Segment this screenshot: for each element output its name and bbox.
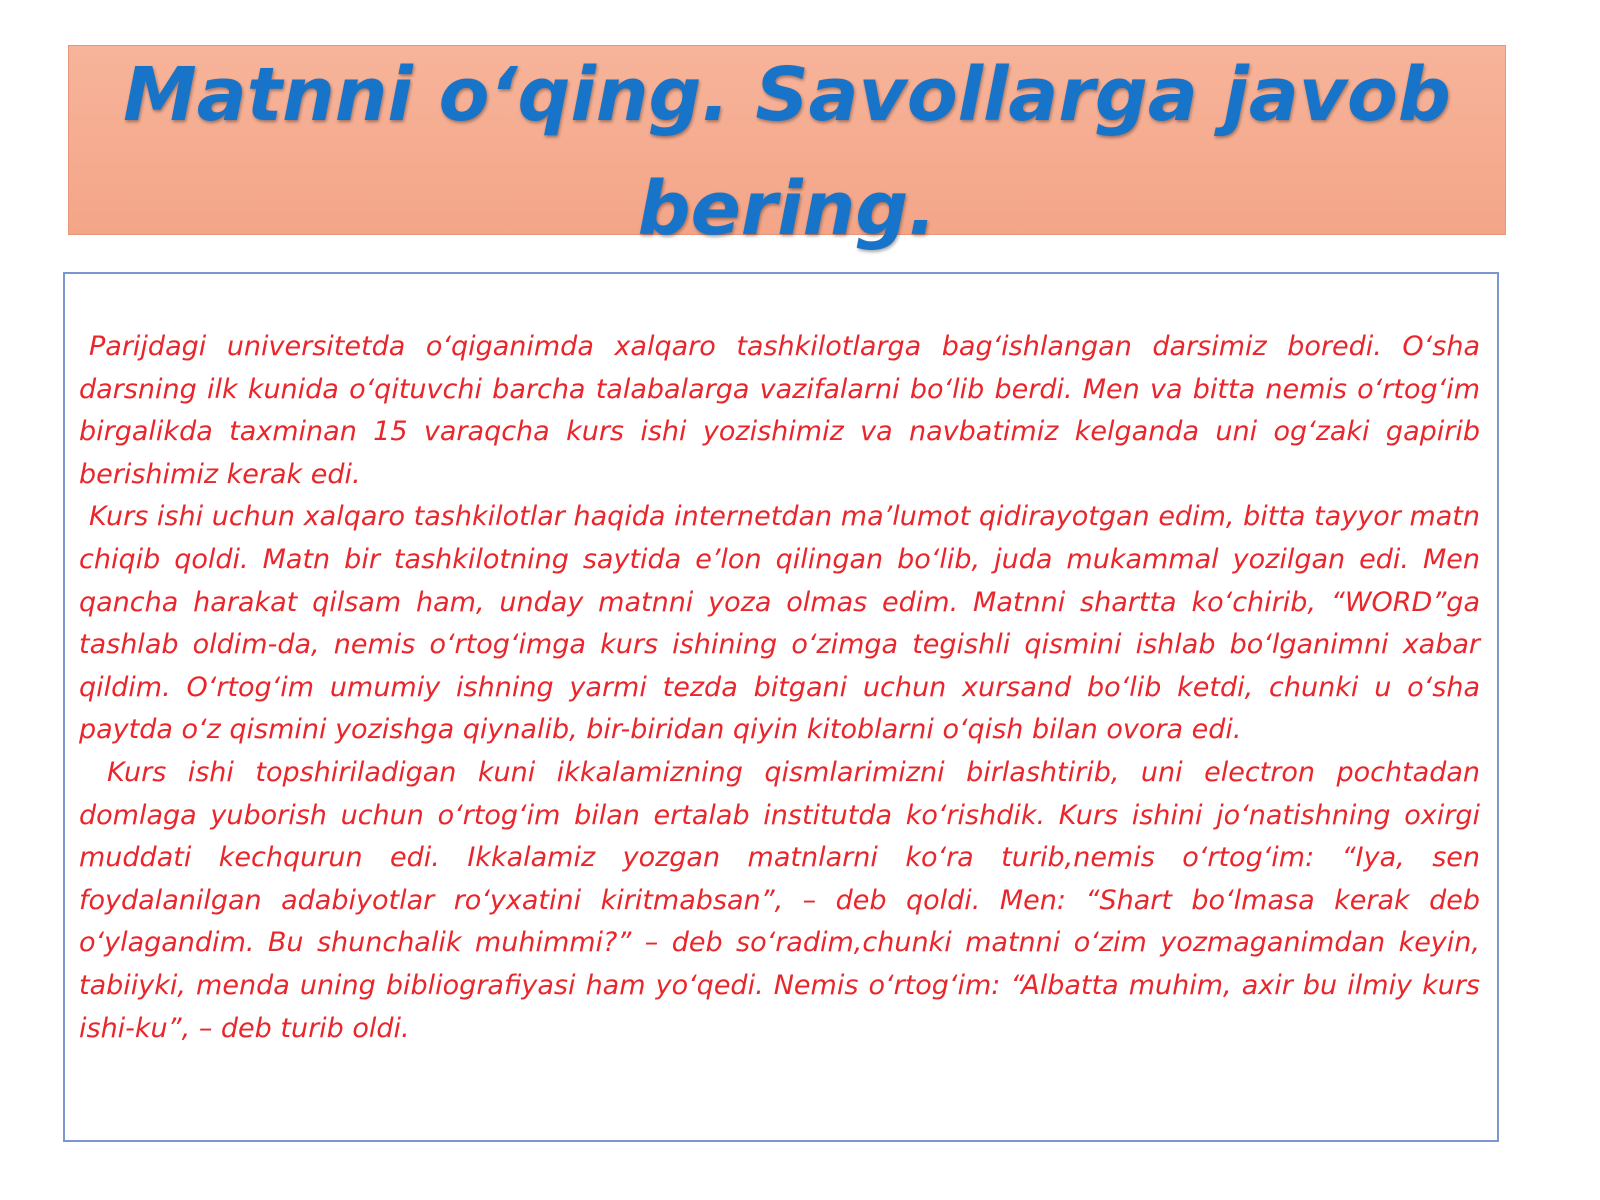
paragraph-2: Kurs ishi uchun xalqaro tashkilotlar haqida internetdan ma’lumot qidirayotgan edim, bitta tayyor matn chiqib qoldi. Matn bir tashkilotning saytida e’lon qilingan bo‘lib, juda mukammal yozilgan edi. Men qancha harakat qilsam ham, unday matnni yoza olmas edim. Matnni shartta ko‘chirib, “WORD”ga tashlab oldim-da, nemis o‘rtog‘imga kurs ishining o‘zimga tegishli qismini ishlab bo‘lganimni xabar qildim. O‘rtog‘im umumiy ishning yarmi tezda bitgani uchun xursand bo‘lib ketdi, chunki u o‘sha paytda o‘z qismini yozishga qiynalib, bir-biridan qiyin kitoblarni o‘qish bilan ovora edi. [79,501,1480,746]
reading-text [79,326,1480,1050]
paragraph-1: Parijdagi universitetda o‘qiganimda xalqaro tashkilotlarga bag‘ishlangan darsimiz boredi. O‘sha darsning ilk kunida o‘qituvchi barcha talabalarga vazifalarni bo‘lib berdi. Men va bitta nemis o‘rtog‘im birgalikda taxminan 15 varaqcha kurs ishi yozishimiz va navbatimiz kelganda uni og‘zaki gapirib berishimiz kerak edi. [79,331,1480,490]
paragraph-3: Kurs ishi topshiriladigan kuni ikkalamizning qismlarimizni birlashtirib, uni electron pochtadan domlaga yuborish uchun o‘rtog‘im bilan ertalab institutda ko‘rishdik. Kurs ishini jo‘natishning oxirgi muddati kechqurun edi. Ikkalamiz yozgan matnlarni ko‘ra turib,nemis o‘rtog‘im: “Iya, sen foydalanilgan adabiyotlar ro‘yxatini kiritmabsan”, – deb qoldi. Men: “Shart bo‘lmasa kerak deb o‘ylagandim. Bu shunchalik muhimmi?” – deb so‘radim,chunki matnni o‘zim yozmaganimdan keyin, tabiiyki, menda uning bibliografiyasi ham yo‘qedi. Nemis o‘rtog‘im: “Albatta muhim, axir bu ilmiy kurs ishi-ku”, – deb turib oldi. [79,756,1480,1044]
page-title: Matnni o‘qing. Savollarga javob bering. [123,52,1451,252]
